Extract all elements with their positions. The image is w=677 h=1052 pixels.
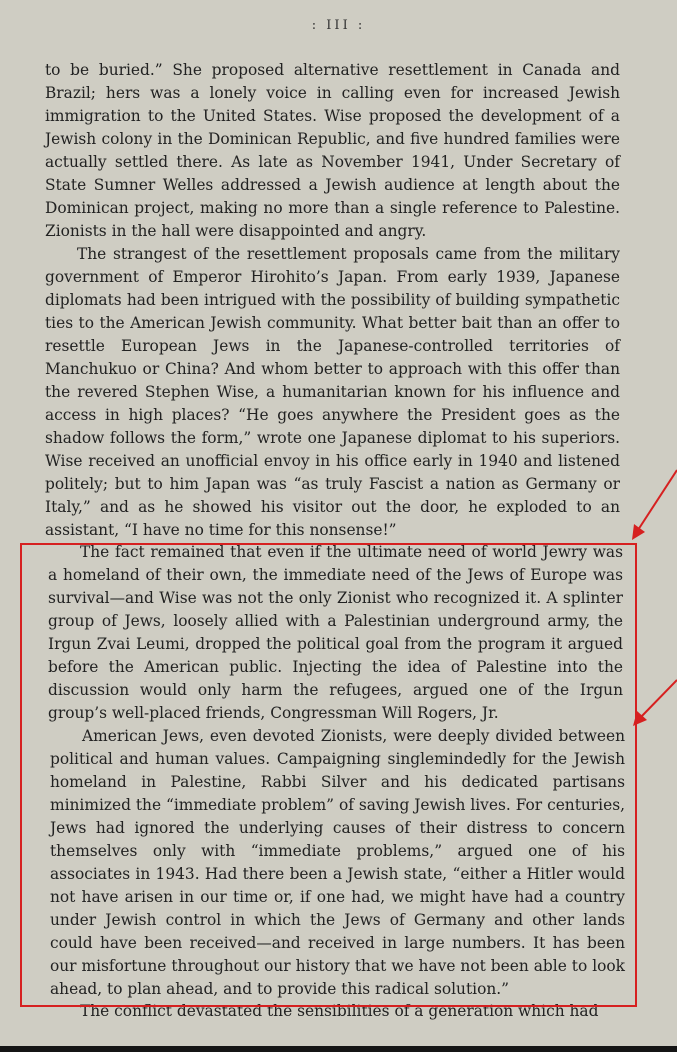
arrow-line-lower — [640, 680, 677, 718]
paragraph-political-vs-human: American Jews, even devoted Zionists, were deeply divided between political and human values. Campaigning singlemindedly for the Jewish homeland in Palestine, Rabbi Silver and his dedicated partisans minimized the “immediate problem” of saving Jewish lives. For centuries, Jews had ignored the underlying causes of their distress to concern themselves only with “immediate problems,” argued one of his associates in 1943. Had there been a Jewish state, “either a Hitler would not have arisen in our time or, if one had, we might have had a country under Jewish control in which the Jews of Germany and other lands could have been received—and received in large numbers. It has been our misfortune throughout our history that we have not been able to look ahead, to plan ahead, and to provide this radical solution.” — [50, 727, 625, 998]
paragraph-japan-proposal: The strangest of the resettlement proposals came from the military government of Emperor Hirohito’s Japan. From early 1939, Japanese diplomats had been intrigued with the possibility of building sympathetic ties to the American Jewish community. What better bait than an offer to resettle European Jews in the Japanese-controlled territories of Manchukuo or China? And whom better to approach with this offer than the revered Stephen Wise, a humanitarian known for his influence and access in high places? “He goes anywhere the President goes as the shadow follows the form,” wrote one Japanese diplomat to his superiors. Wise received an unofficial envoy in his office early in 1940 and listened politely; but to him Japan was “as truly Fascist a nation as Germany or Italy,” and as he showed his visitor out the door, he exploded to an assistant, “I have no time for this nonsense!” — [45, 245, 620, 539]
paragraph-resettlement: to be buried.” She proposed alternative resettlement in Canada and Brazil; hers was a lonely voice in calling even for increased Jewish immigration to the United States. Wise proposed the development of a Jewish colony in the Dominican Republic, and five hundred families were actually settled there. As late as November 1941, Under Secretary of State Sumner Welles addressed a Jewish audience at length about the Dominican project, making no more than a single reference to Palestine. Zionists in the hall were disappointed and angry. — [45, 61, 620, 240]
bottom-edge — [0, 1046, 677, 1052]
arrow-line-upper — [638, 470, 677, 530]
paragraph-conflict-start: The conflict devastated the sensibilities of a generation which had — [80, 1002, 599, 1020]
arrow-head-upper — [632, 524, 645, 540]
paragraph-irgun: The fact remained that even if the ultimate need of world Jewry was a homeland of their own, the immediate need of the Jews of Europe was survival—and Wise was not the only Zionist who recognized it. A splinter group of Jews, loosely allied with a Palestinian underground army, the Irgun Zvai Leumi, dropped the political goal from the program it argued before the American public. Injecting the idea of Palestine into the discussion would only harm the refugees, argued one of the Irgun group’s well-placed friends, Congressman Will Rogers, Jr. — [48, 543, 623, 722]
page-number: : III : — [311, 18, 366, 33]
